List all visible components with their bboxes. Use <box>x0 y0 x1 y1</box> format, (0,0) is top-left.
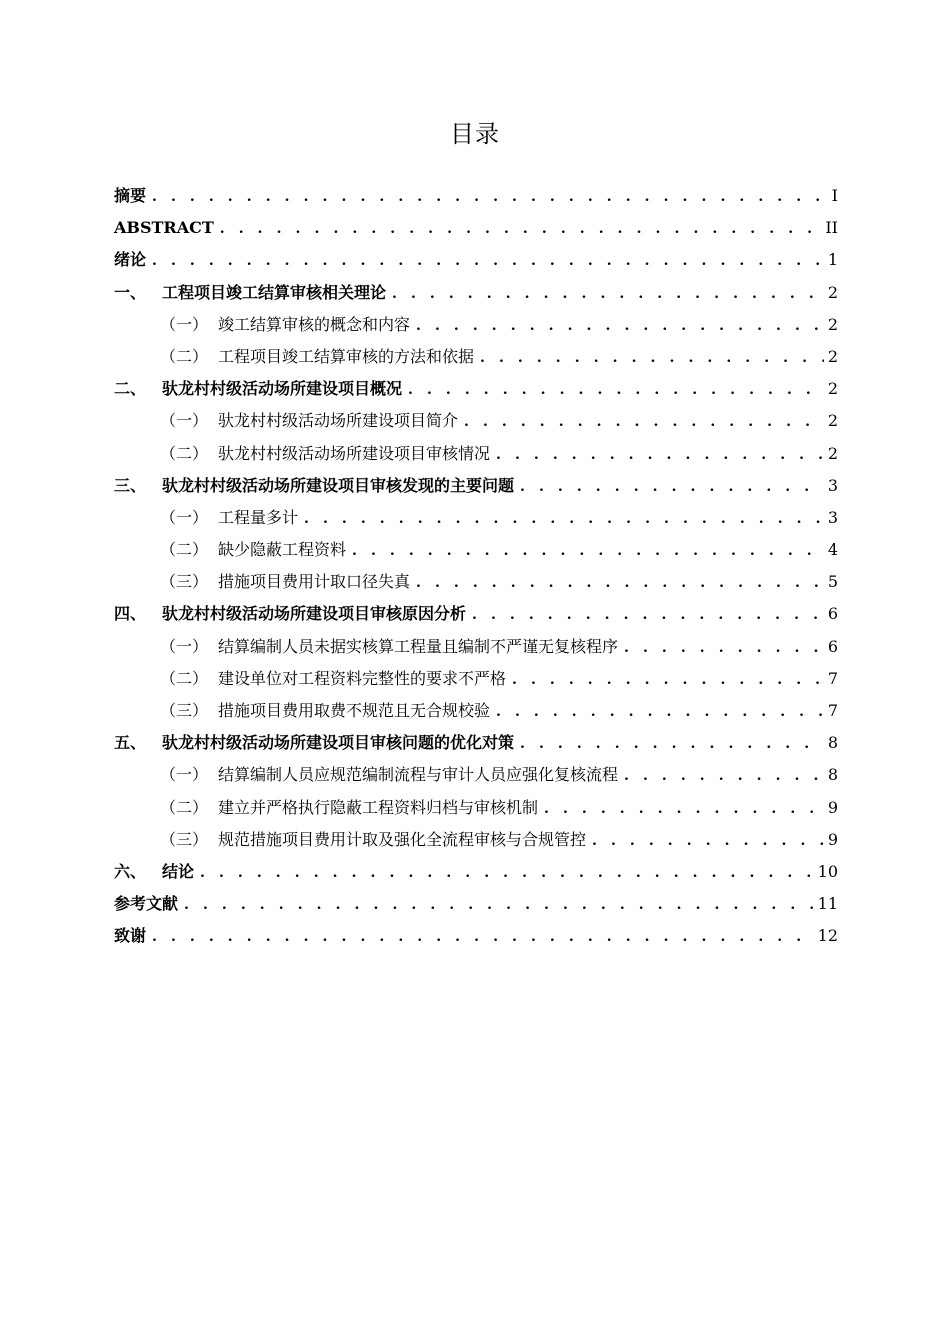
toc-entry-number: （三） <box>160 829 209 849</box>
toc-entry-label: 绪论 <box>114 250 147 270</box>
toc-entry-number: （二） <box>160 540 209 560</box>
toc-entry-page: 8 <box>827 765 838 785</box>
dot-leader <box>152 181 828 213</box>
toc-entry-chapter-4[interactable] <box>114 598 838 630</box>
toc-entry-number: （二） <box>160 443 209 463</box>
toc-entry-label: 缺少隐蔽工程资料 <box>218 540 347 560</box>
toc-entry-label: 措施项目费用取费不规范且无合规校验 <box>218 701 491 720</box>
dot-leader <box>152 245 824 277</box>
dot-leader <box>624 632 824 664</box>
toc-entry-page: 7 <box>827 701 838 720</box>
toc-entry-section-3-1[interactable] <box>114 502 838 534</box>
dot-leader <box>392 278 824 310</box>
toc-entry-introduction[interactable] <box>114 244 838 276</box>
toc-entry-number: 六、 <box>114 861 147 881</box>
toc-entry-section-5-1[interactable] <box>114 759 838 791</box>
toc-entry-section-1-2[interactable] <box>114 341 838 373</box>
toc-entry-label: 驮龙村村级活动场所建设项目简介 <box>218 411 459 431</box>
toc-entry-number: （二） <box>160 346 209 366</box>
toc-entry-references[interactable] <box>114 888 838 920</box>
toc-entry-number: （一） <box>160 507 209 527</box>
toc-entry-page: 7 <box>827 668 838 688</box>
toc-entry-chapter-3[interactable] <box>114 470 838 502</box>
toc-entry-section-3-2[interactable] <box>114 534 838 566</box>
toc-entry-label: ABSTRACT <box>114 218 214 238</box>
toc-entry-section-3-3[interactable] <box>114 566 838 598</box>
toc-entry-number: 三、 <box>114 475 147 495</box>
toc-entry-chapter-2[interactable] <box>114 373 838 405</box>
dot-leader <box>480 342 824 374</box>
toc-entry-number: 二、 <box>114 379 147 399</box>
dot-leader <box>544 793 824 825</box>
toc-entry-label: 工程量多计 <box>218 507 299 527</box>
toc-entry-label: 竣工结算审核的概念和内容 <box>218 314 411 334</box>
toc-entry-number: （三） <box>160 701 209 720</box>
toc-entry-section-5-3[interactable] <box>114 824 838 856</box>
toc-entry-page: 2 <box>827 379 838 399</box>
toc-entry-chapter-5[interactable] <box>114 727 838 759</box>
toc-entry-label: 工程项目竣工结算审核相关理论 <box>162 282 387 302</box>
dot-leader <box>512 664 824 696</box>
toc-entry-page: I <box>831 186 838 205</box>
toc-entry-label: 驮龙村村级活动场所建设项目审核情况 <box>218 443 491 463</box>
toc-entry-number: 五、 <box>114 733 147 753</box>
toc-entry-number: （三） <box>160 572 209 592</box>
table-of-contents <box>114 180 838 953</box>
dot-leader <box>352 535 824 567</box>
toc-entry-abstract-en[interactable] <box>114 212 838 244</box>
toc-entry-page: 1 <box>827 250 838 270</box>
toc-entry-number: 一、 <box>114 282 147 302</box>
dot-leader <box>464 406 824 438</box>
dot-leader <box>184 889 814 921</box>
toc-entry-label: 驮龙村村级活动场所建设项目审核问题的优化对策 <box>162 733 515 753</box>
dot-leader <box>592 825 824 857</box>
toc-entry-page: 2 <box>827 314 838 334</box>
dot-leader <box>416 567 824 599</box>
toc-entry-page: 6 <box>827 636 838 656</box>
toc-entry-section-5-2[interactable] <box>114 792 838 824</box>
toc-entry-label: 驮龙村村级活动场所建设项目概况 <box>162 379 403 399</box>
toc-entry-section-1-1[interactable] <box>114 309 838 341</box>
dot-leader <box>416 310 824 342</box>
dot-leader <box>624 760 824 792</box>
toc-entry-page: 10 <box>817 861 838 881</box>
dot-leader <box>220 213 822 245</box>
page-title: 目录 <box>450 120 500 148</box>
toc-entry-label: 结论 <box>162 861 195 881</box>
dot-leader <box>496 696 824 728</box>
toc-entry-chapter-1[interactable] <box>114 277 838 309</box>
dot-leader <box>520 471 824 503</box>
toc-entry-section-4-2[interactable] <box>114 663 838 695</box>
dot-leader <box>408 374 824 406</box>
toc-entry-page: 9 <box>827 797 838 817</box>
toc-entry-section-2-2[interactable] <box>114 438 838 470</box>
toc-entry-label: 驮龙村村级活动场所建设项目审核发现的主要问题 <box>162 475 515 495</box>
toc-entry-number: （二） <box>160 668 209 688</box>
toc-entry-section-2-1[interactable] <box>114 405 838 437</box>
dot-leader <box>152 921 814 953</box>
toc-entry-label: 参考文献 <box>114 894 179 914</box>
dot-leader <box>496 439 824 471</box>
toc-entry-label: 工程项目竣工结算审核的方法和依据 <box>218 346 475 366</box>
toc-entry-label: 驮龙村村级活动场所建设项目审核原因分析 <box>162 604 467 624</box>
toc-entry-label: 结算编制人员应规范编制流程与审计人员应强化复核流程 <box>218 765 619 785</box>
toc-entry-page: 12 <box>817 926 838 946</box>
toc-entry-number: 四、 <box>114 604 147 624</box>
toc-entry-page: 5 <box>827 572 838 592</box>
dot-leader <box>472 599 824 631</box>
toc-entry-number: （一） <box>160 636 209 656</box>
toc-entry-page: 8 <box>827 733 838 753</box>
toc-entry-number: （一） <box>160 314 209 334</box>
toc-entry-label: 措施项目费用计取口径失真 <box>218 572 411 592</box>
toc-entry-section-4-3[interactable] <box>114 695 838 727</box>
toc-entry-page: 2 <box>827 346 838 366</box>
toc-entry-page: 4 <box>827 540 838 560</box>
toc-entry-page: 2 <box>827 411 838 431</box>
toc-entry-acknowledgements[interactable] <box>114 920 838 952</box>
toc-entry-label: 建立并严格执行隐蔽工程资料归档与审核机制 <box>218 797 539 817</box>
dot-leader <box>520 728 824 760</box>
toc-entry-page: 11 <box>817 894 838 914</box>
toc-entry-label: 建设单位对工程资料完整性的要求不严格 <box>218 668 507 688</box>
toc-entry-chapter-6[interactable] <box>114 856 838 888</box>
dot-leader <box>200 857 814 889</box>
toc-entry-page: 2 <box>827 443 838 463</box>
toc-entry-page: 6 <box>827 604 838 624</box>
toc-entry-page: 3 <box>827 475 838 495</box>
toc-entry-number: （一） <box>160 765 209 785</box>
toc-entry-label: 规范措施项目费用计取及强化全流程审核与合规管控 <box>218 829 587 849</box>
toc-entry-page: II <box>825 218 838 238</box>
toc-entry-page: 2 <box>827 282 838 302</box>
toc-entry-label: 结算编制人员未据实核算工程量且编制不严谨无复核程序 <box>218 636 619 656</box>
toc-entry-page: 9 <box>827 829 838 849</box>
toc-entry-label: 致谢 <box>114 926 147 946</box>
toc-entry-number: （一） <box>160 411 209 431</box>
toc-entry-section-4-1[interactable] <box>114 631 838 663</box>
toc-entry-label: 摘要 <box>114 186 147 205</box>
dot-leader <box>304 503 824 535</box>
toc-entry-abstract-cn[interactable] <box>114 180 838 212</box>
toc-entry-page: 3 <box>827 507 838 527</box>
toc-entry-number: （二） <box>160 797 209 817</box>
